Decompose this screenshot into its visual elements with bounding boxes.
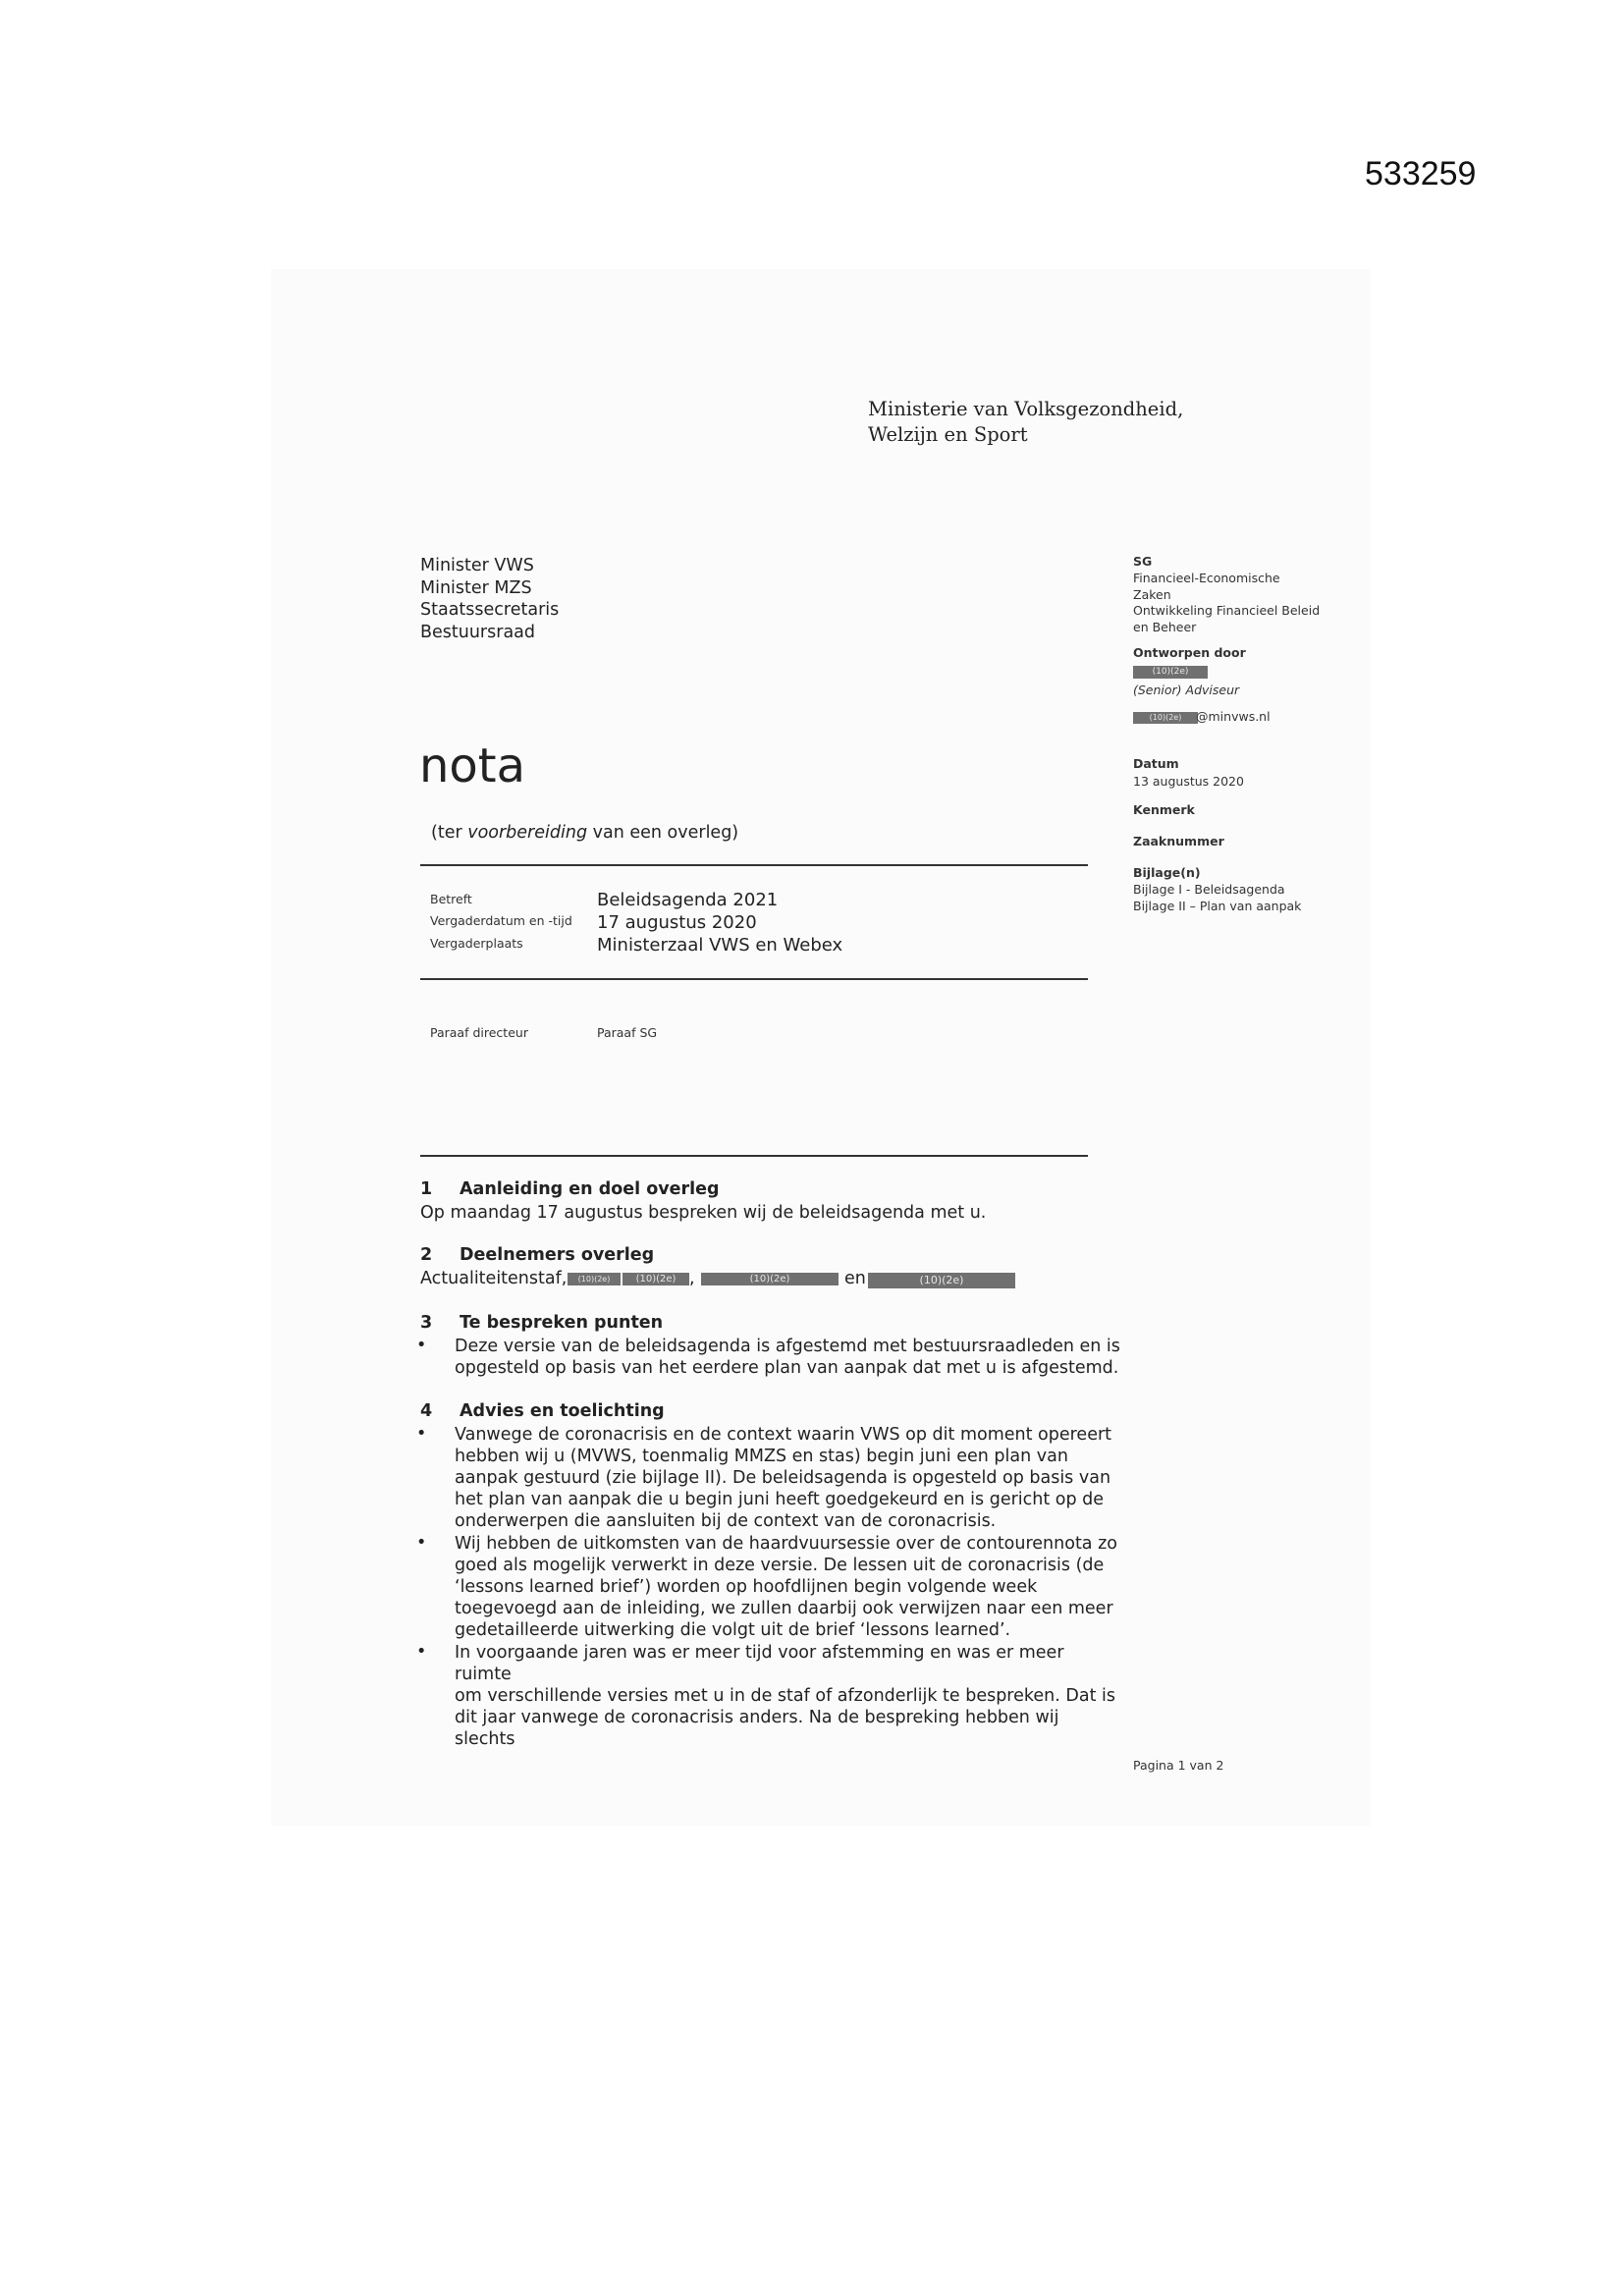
divider [420, 1155, 1088, 1157]
text-line: ‘lessons learned brief’) worden op hoofdlijnen begin volgende week [455, 1577, 1038, 1597]
section-2-en: en [844, 1269, 866, 1288]
text-line: onderwerpen die aansluiten bij de context van de coronacrisis. [455, 1511, 997, 1531]
redaction-box: (10)(2e) [1133, 712, 1198, 724]
vergaderplaats-label: Vergaderplaats [430, 936, 523, 951]
section-title: Te bespreken punten [460, 1313, 664, 1333]
bullet-icon: • [416, 1424, 427, 1444]
role-text: (Senior) Adviseur [1133, 683, 1240, 697]
paraaf-directeur: Paraaf directeur [430, 1025, 528, 1040]
text-line: dit jaar vanwege de coronacrisis anders. Na de bespreking hebben wij slechts [455, 1708, 1059, 1749]
addressee: Minister MZS [420, 577, 532, 598]
section-3-heading [420, 1313, 663, 1333]
addressee-list [420, 555, 559, 643]
redaction-box: (10)(2e) [701, 1273, 839, 1285]
subtitle-italic: voorbereiding [467, 823, 588, 843]
addressee: Staatssecretaris [420, 600, 560, 620]
subtitle-after: van een overleg) [587, 823, 739, 843]
department-line: Zaken [1133, 586, 1171, 602]
betreft-label: Betreft [430, 892, 472, 906]
list-item [455, 1424, 1122, 1532]
bijlagen-label: Bijlage(n) [1133, 865, 1201, 880]
email-suffix: @minvws.nl [1196, 709, 1271, 724]
document-subtitle [431, 823, 738, 843]
section-title: Deelnemers overleg [460, 1245, 655, 1265]
addressee: Bestuursraad [420, 622, 535, 642]
text-line: hebben wij u (MVWS, toenmalig MMZS en stas) begin juni een plan van [455, 1447, 1068, 1466]
department-line: en Beheer [1133, 619, 1197, 634]
ministry-letterhead [868, 397, 1183, 448]
text-line: toegevoegd aan de inleiding, we zullen daarbij ook verwijzen naar een meer [455, 1599, 1113, 1618]
text-line: goed als mogelijk verwerkt in deze versie. De lessen uit de coronacrisis (de [455, 1556, 1105, 1575]
datum-label: Datum [1133, 756, 1179, 771]
text-line: Vanwege de coronacrisis en de context waarin VWS op dit moment opereert [455, 1425, 1112, 1445]
bullet-icon: • [416, 1533, 427, 1553]
ministry-line-1: Ministerie van Volksgezondheid, [868, 398, 1184, 420]
text-line: het plan van aanpak die u begin juni heeft goedgekeurd en is gericht op de [455, 1490, 1105, 1509]
paraaf-sg: Paraaf SG [597, 1025, 658, 1040]
section-number: 2 [420, 1245, 433, 1265]
sidebar-department [1133, 571, 1320, 635]
addressee: Minister VWS [420, 556, 534, 575]
text-line: om verschillende versies met u in de staf of afzonderlijk te bespreken. Dat is [455, 1686, 1115, 1706]
vergaderdatum-value: 17 augustus 2020 [597, 912, 757, 933]
section-2-heading [420, 1245, 654, 1265]
text-line: Deze versie van de beleidsagenda is afgestemd met bestuursraadleden en is [455, 1337, 1120, 1356]
section-number: 1 [420, 1179, 433, 1199]
divider [420, 864, 1088, 866]
redaction-box: (10)(2e) [568, 1273, 621, 1285]
zaaknummer-label: Zaaknummer [1133, 834, 1224, 848]
bijlage-item: Bijlage II – Plan van aanpak [1133, 898, 1302, 913]
list-item [455, 1642, 1122, 1750]
divider [420, 978, 1088, 980]
subtitle-before: (ter [431, 823, 468, 843]
bullet-icon: • [416, 1642, 427, 1662]
sidebar-sg: SG [1133, 554, 1153, 569]
datum-value: 13 augustus 2020 [1133, 774, 1244, 789]
text-line: gedetailleerde uitwerking die volgt uit de brief ‘lessons learned’. [455, 1620, 1011, 1640]
vergaderplaats-value: Ministerzaal VWS en Webex [597, 935, 843, 956]
section-number: 4 [420, 1401, 433, 1421]
text-line: opgesteld op basis van het eerdere plan van aanpak dat met u is afgestemd. [455, 1358, 1119, 1378]
text-line: aanpak gestuurd (zie bijlage II). De beleidsagenda is opgesteld op basis van [455, 1468, 1111, 1488]
department-line: Ontwikkeling Financieel Beleid [1133, 603, 1321, 618]
list-item [455, 1533, 1122, 1641]
vergaderdatum-label: Vergaderdatum en -tijd [430, 913, 572, 928]
redaction-box: (10)(2e) [1133, 666, 1208, 679]
section-4-heading [420, 1401, 665, 1421]
kenmerk-label: Kenmerk [1133, 802, 1195, 817]
document-title: nota [419, 738, 526, 793]
list-item [455, 1336, 1122, 1379]
redaction-box: (10)(2e) [623, 1273, 689, 1285]
bijlagen-list [1133, 882, 1301, 914]
page-number: Pagina 1 van 2 [1133, 1758, 1224, 1773]
betreft-value: Beleidsagenda 2021 [597, 890, 779, 910]
redaction-box: (10)(2e) [868, 1273, 1015, 1288]
ontworpen-label: Ontworpen door [1133, 645, 1246, 660]
department-line: Financieel-Economische [1133, 571, 1280, 585]
section-2-prefix: Actualiteitenstaf, [420, 1269, 568, 1288]
section-1-heading [420, 1179, 720, 1199]
text-line: Wij hebben de uitkomsten van de haardvuursessie over de contourennota zo [455, 1534, 1117, 1554]
section-title: Advies en toelichting [460, 1401, 665, 1421]
bijlage-item: Bijlage I - Beleidsagenda [1133, 882, 1285, 897]
section-title: Aanleiding en doel overleg [460, 1179, 720, 1199]
section-2-comma: , [689, 1269, 695, 1288]
text-line: In voorgaande jaren was er meer tijd voor afstemming en was er meer ruimte [455, 1643, 1064, 1684]
document-number: 533259 [1365, 155, 1477, 192]
bullet-icon: • [416, 1336, 427, 1355]
ministry-line-2: Welzijn en Sport [868, 423, 1028, 446]
section-number: 3 [420, 1313, 433, 1333]
section-1-text: Op maandag 17 augustus bespreken wij de beleidsagenda met u. [420, 1203, 987, 1223]
